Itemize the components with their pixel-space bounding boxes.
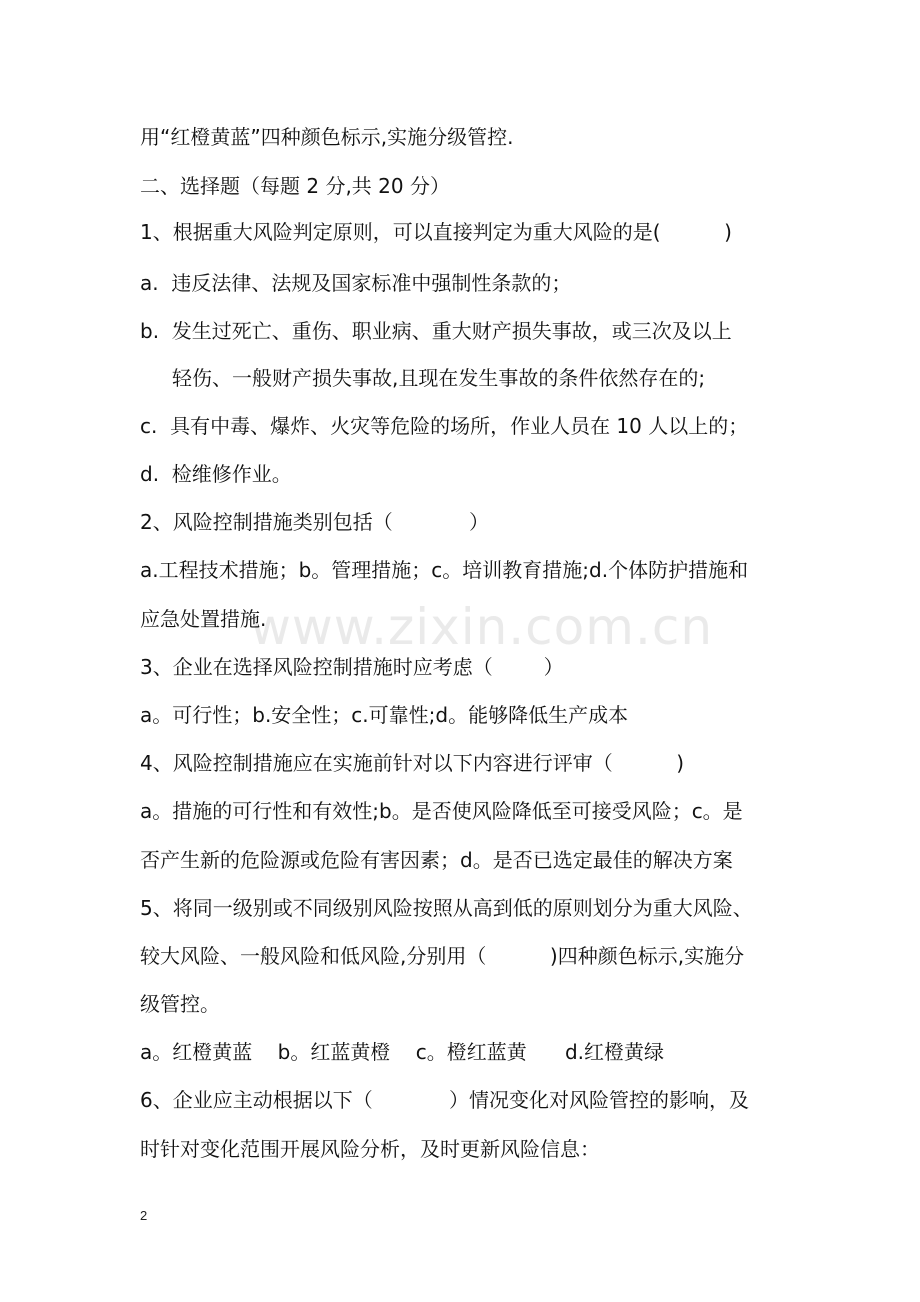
q3-options: a。可行性；b.安全性；c.可靠性;d。能够降低生产成本 xyxy=(140,703,629,727)
question-5-cont: 较大风险、一般风险和低风险,分别用（ )四种颜色标示,实施分 xyxy=(140,944,745,968)
q1-option-b-cont: 轻伤、一般财产损失事故,且现在发生事故的条件依然存在的; xyxy=(172,366,706,390)
q4-options-cont: 否产生新的危险源或危险有害因素；d。是否已选定最佳的解决方案 xyxy=(140,848,733,872)
question-4: 4、风险控制措施应在实施前针对以下内容进行评审（ ) xyxy=(140,751,685,775)
question-6: 6、企业应主动根据以下（ ）情况变化对风险管控的影响，及 xyxy=(140,1088,750,1112)
q2-options: a.工程技术措施；b。管理措施；c。培训教育措施;d.个体防护措施和 xyxy=(140,558,749,582)
section-heading: 二、选择题（每题 2 分,共 20 分） xyxy=(140,174,450,198)
page-number: 2 xyxy=(140,1208,148,1223)
question-5: 5、将同一级别或不同级别风险按照从高到低的原则划分为重大风险、 xyxy=(140,896,753,920)
question-1: 1、根据重大风险判定原则，可以直接判定为重大风险的是( ) xyxy=(140,220,732,244)
q2-options-cont: 应急处置措施. xyxy=(140,607,267,631)
watermark: www.zixin.com.cn xyxy=(250,598,714,656)
question-2: 2、风险控制措施类别包括（ ） xyxy=(140,510,490,534)
question-6-cont: 时针对变化范围开展风险分析，及时更新风险信息： xyxy=(140,1137,600,1161)
q5-options: a。红橙黄蓝 b。红蓝黄橙 c。橙红蓝黄 d.红橙黄绿 xyxy=(140,1040,665,1064)
q1-option-a: a. 违反法律、法规及国家标准中强制性条款的； xyxy=(140,271,572,295)
question-5-cont-2: 级管控。 xyxy=(140,992,220,1016)
q4-options: a。措施的可行性和有效性;b。是否使风险降低至可接受风险；c。是 xyxy=(140,799,743,823)
q1-option-b: b. 发生过死亡、重伤、职业病、重大财产损失事故，或三次及以上 xyxy=(140,319,732,343)
question-3: 3、企业在选择风险控制措施时应考虑（ ） xyxy=(140,655,564,679)
q1-option-c: c. 具有中毒、爆炸、火灾等危险的场所，作业人员在 10 人以上的； xyxy=(140,414,749,438)
text-line-intro: 用“红橙黄蓝”四种颜色标示,实施分级管控. xyxy=(140,125,514,149)
q1-option-d: d. 检维修作业。 xyxy=(140,462,292,486)
